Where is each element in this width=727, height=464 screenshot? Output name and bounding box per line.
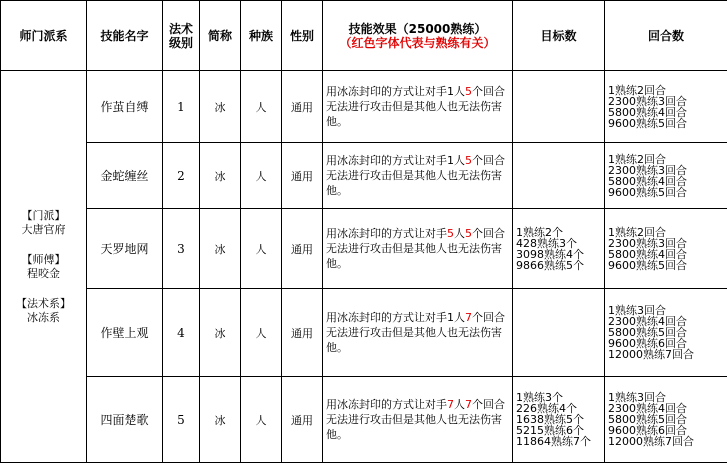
skill-level: 2 xyxy=(163,143,200,209)
skill-name: 四面楚歌 xyxy=(87,377,163,463)
header-race: 种族 xyxy=(241,1,282,71)
rounds-line: 5800熟练5回合 xyxy=(608,326,687,339)
skill-effect: 用冰冻封印的方式让对手1人7个回合无法进行攻击但是其他人也无法伤害他。 xyxy=(323,289,513,377)
rounds-line: 12000熟练7回合 xyxy=(608,348,694,361)
header-spell-level: 法术级别 xyxy=(163,1,200,71)
targets-line: 1熟练2个 xyxy=(516,225,563,239)
rounds-line: 9600熟练5回合 xyxy=(608,116,687,130)
sect-value: 大唐官府 xyxy=(21,222,66,236)
table-row xyxy=(1,377,727,463)
rounds-line: 5800熟练4回合 xyxy=(608,174,687,188)
header-row xyxy=(1,1,727,71)
targets-line: 428熟练3个 xyxy=(516,236,577,250)
header-effect-title: 技能效果（25000熟练） xyxy=(348,21,487,36)
rounds-line: 2300熟练3回合 xyxy=(608,94,687,108)
skill-gender: 通用 xyxy=(282,209,323,289)
rounds-line: 1熟练2回合 xyxy=(608,152,666,166)
rounds-line: 2300熟练3回合 xyxy=(608,163,687,177)
table-row xyxy=(1,71,727,143)
skill-rounds xyxy=(605,209,727,289)
targets-line: 1熟练3个 xyxy=(516,391,563,404)
skill-effect: 用冰冻封印的方式让对手1人5个回合无法进行攻击但是其他人也无法伤害他。 xyxy=(323,71,513,143)
rounds-line: 9600熟练6回合 xyxy=(608,424,687,437)
school-info-cell xyxy=(1,71,87,463)
rounds-line: 9600熟练5回合 xyxy=(608,258,687,272)
skill-gender: 通用 xyxy=(282,71,323,143)
skill-targets xyxy=(513,71,605,143)
skill-short: 冰 xyxy=(200,289,241,377)
skill-effect: 用冰冻封印的方式让对手1人5个回合无法进行攻击但是其他人也无法伤害他。 xyxy=(323,143,513,209)
skill-rounds xyxy=(605,377,727,463)
header-skill-name: 技能名字 xyxy=(87,1,163,71)
skill-name: 天罗地网 xyxy=(87,209,163,289)
skill-level: 4 xyxy=(163,289,200,377)
header-gender: 性别 xyxy=(282,1,323,71)
table-row xyxy=(1,209,727,289)
master-label: 【师傅】 xyxy=(21,252,66,266)
rounds-line: 1熟练2回合 xyxy=(608,225,666,239)
rounds-line: 5800熟练4回合 xyxy=(608,105,687,119)
rounds-line: 5800熟练5回合 xyxy=(608,413,687,426)
rounds-line: 9600熟练6回合 xyxy=(608,337,687,350)
rounds-line: 9600熟练5回合 xyxy=(608,185,687,199)
skill-race: 人 xyxy=(241,209,282,289)
skill-short: 冰 xyxy=(200,209,241,289)
targets-line: 9866熟练5个 xyxy=(516,258,584,272)
rounds-line: 1熟练3回合 xyxy=(608,304,666,317)
skill-name: 作茧自缚 xyxy=(87,71,163,143)
skill-name: 金蛇缠丝 xyxy=(87,143,163,209)
skill-level: 3 xyxy=(163,209,200,289)
header-rounds: 回合数 xyxy=(605,1,727,71)
targets-line: 11864熟练7个 xyxy=(516,435,591,448)
skill-targets xyxy=(513,377,605,463)
skill-targets xyxy=(513,209,605,289)
skill-rounds xyxy=(605,143,727,209)
magic-label: 【法术系】 xyxy=(16,296,71,310)
skill-short: 冰 xyxy=(200,71,241,143)
header-effect xyxy=(323,1,513,71)
skill-targets xyxy=(513,143,605,209)
skill-gender: 通用 xyxy=(282,377,323,463)
skill-race: 人 xyxy=(241,377,282,463)
targets-line: 5215熟练6个 xyxy=(516,424,584,437)
header-targets: 目标数 xyxy=(513,1,605,71)
rounds-line: 2300熟练3回合 xyxy=(608,236,687,250)
skill-race: 人 xyxy=(241,143,282,209)
magic-value: 冰冻系 xyxy=(27,310,60,324)
skill-level: 5 xyxy=(163,377,200,463)
skill-race: 人 xyxy=(241,289,282,377)
rounds-line: 2300熟练4回合 xyxy=(608,402,687,415)
header-school: 师门派系 xyxy=(1,1,87,71)
skill-race: 人 xyxy=(241,71,282,143)
skill-effect: 用冰冻封印的方式让对手5人5个回合无法进行攻击但是其他人也无法伤害他。 xyxy=(323,209,513,289)
rounds-line: 5800熟练4回合 xyxy=(608,247,687,261)
skill-effect: 用冰冻封印的方式让对手7人7个回合无法进行攻击但是其他人也无法伤害他。 xyxy=(323,377,513,463)
rounds-line: 2300熟练4回合 xyxy=(608,315,687,328)
table-row xyxy=(1,289,727,377)
table-row xyxy=(1,143,727,209)
targets-line: 226熟练4个 xyxy=(516,402,577,415)
skill-level: 1 xyxy=(163,71,200,143)
skill-short: 冰 xyxy=(200,377,241,463)
skill-targets xyxy=(513,289,605,377)
skill-gender: 通用 xyxy=(282,289,323,377)
skill-rounds xyxy=(605,289,727,377)
master-value: 程咬金 xyxy=(27,266,60,280)
skill-name: 作壁上观 xyxy=(87,289,163,377)
rounds-line: 12000熟练7回合 xyxy=(608,435,694,448)
rounds-line: 1熟练3回合 xyxy=(608,391,666,404)
targets-line: 3098熟练4个 xyxy=(516,247,584,261)
rounds-line: 1熟练2回合 xyxy=(608,83,666,97)
skill-short: 冰 xyxy=(200,143,241,209)
skill-gender: 通用 xyxy=(282,143,323,209)
targets-line: 1638熟练5个 xyxy=(516,413,584,426)
header-short-name: 简称 xyxy=(200,1,241,71)
skill-rounds xyxy=(605,71,727,143)
header-effect-note: （红色字体代表与熟练有关） xyxy=(339,35,496,50)
sect-label: 【门派】 xyxy=(21,208,66,222)
